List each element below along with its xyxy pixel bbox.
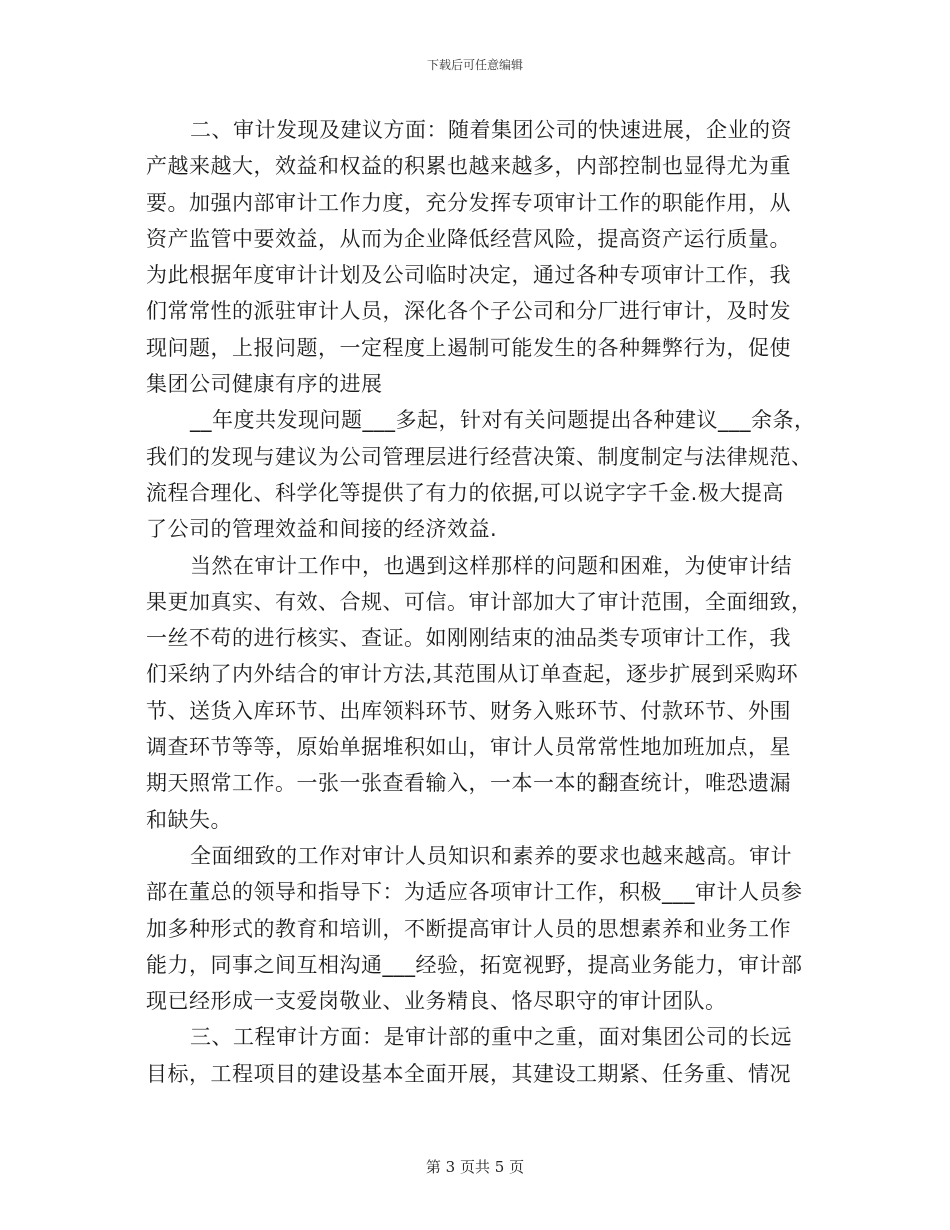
- paragraph-line: __年度共发现问题___多起，针对有关问题提出各种建议___余条，: [190, 408, 816, 433]
- paragraph-line: 全面细致的工作对审计人员知识和素养的要求也越来越高。审计: [190, 843, 792, 868]
- paragraph-line: 目标，工程项目的建设基本全面开展，其建设工期紧、任务重、情况: [146, 1061, 791, 1086]
- paragraph-line: 产越来越大，效益和权益的积累也越来越多，内部控制也显得尤为重: [146, 154, 791, 179]
- header-note: 下载后可任意编辑: [426, 58, 523, 72]
- paragraph-line: 现问题，上报问题，一定程度上遏制可能发生的各种舞弊行为，促使: [146, 335, 791, 360]
- paragraph-line: 和缺失。: [146, 807, 232, 832]
- page-number: 第 3 页共 5 页: [425, 1158, 525, 1176]
- paragraph-line: 集团公司健康有序的进展: [146, 372, 383, 397]
- paragraph-line: 一丝不苟的进行核实、查证。如刚刚结束的油品类专项审计工作，我: [146, 626, 791, 651]
- paragraph-line: 节、送货入库环节、出库领料环节、财务入账环节、付款环节、外围: [146, 698, 791, 723]
- paragraph-line: 我们的发现与建议为公司管理层进行经营决策、制度制定与法律规范、: [146, 444, 813, 469]
- paragraph-line: 部在董总的领导和指导下：为适应各项审计工作，积极___审计人员参: [146, 880, 803, 905]
- paragraph-line: 果更加真实、有效、合规、可信。审计部加大了审计范围，全面细致，: [146, 589, 813, 614]
- paragraph-line: 三、工程审计方面：是审计部的重中之重，面对集团公司的长远: [190, 1025, 792, 1050]
- document-body: [146, 112, 814, 1092]
- paragraph-line: 了公司的管理效益和间接的经济效益.: [146, 517, 498, 542]
- paragraph-line: 要。加强内部审计工作力度，充分发挥专项审计工作的职能作用，从: [146, 190, 791, 215]
- paragraph-line: 为此根据年度审计计划及公司临时决定，通过各种专项审计工作，我: [146, 263, 791, 288]
- paragraph-line: 期天照常工作。一张一张查看输入，一本一本的翻查统计，唯恐遗漏: [146, 771, 791, 796]
- paragraph-line: 调查环节等等，原始单据堆积如山，审计人员常常性地加班加点，星: [146, 735, 791, 760]
- paragraph-line: 当然在审计工作中，也遇到这样那样的问题和困难，为使审计结: [190, 553, 792, 578]
- paragraph-line: 现已经形成一支爱岗敬业、业务精良、恪尽职守的审计团队。: [146, 989, 727, 1014]
- paragraph-line: 资产监管中要效益，从而为企业降低经营风险，提高资产运行质量。: [146, 226, 791, 251]
- paragraph-line: 二、审计发现及建议方面：随着集团公司的快速进展，企业的资: [190, 118, 792, 142]
- paragraph-line: 们采纳了内外结合的审计方法,其范围从订单查起，逐步扩展到采购环: [146, 662, 799, 687]
- paragraph-line: 们常常性的派驻审计人员，深化各个子公司和分厂进行审计，及时发: [146, 299, 791, 324]
- paragraph-line: 流程合理化、科学化等提供了有力的依据,可以说字字千金.极大提高: [146, 480, 784, 505]
- paragraph-line: 加多种形式的教育和培训，不断提高审计人员的思想素养和业务工作: [146, 916, 791, 941]
- paragraph-line: 能力，同事之间互相沟通___经验，拓宽视野，提高业务能力，审计部: [146, 952, 803, 977]
